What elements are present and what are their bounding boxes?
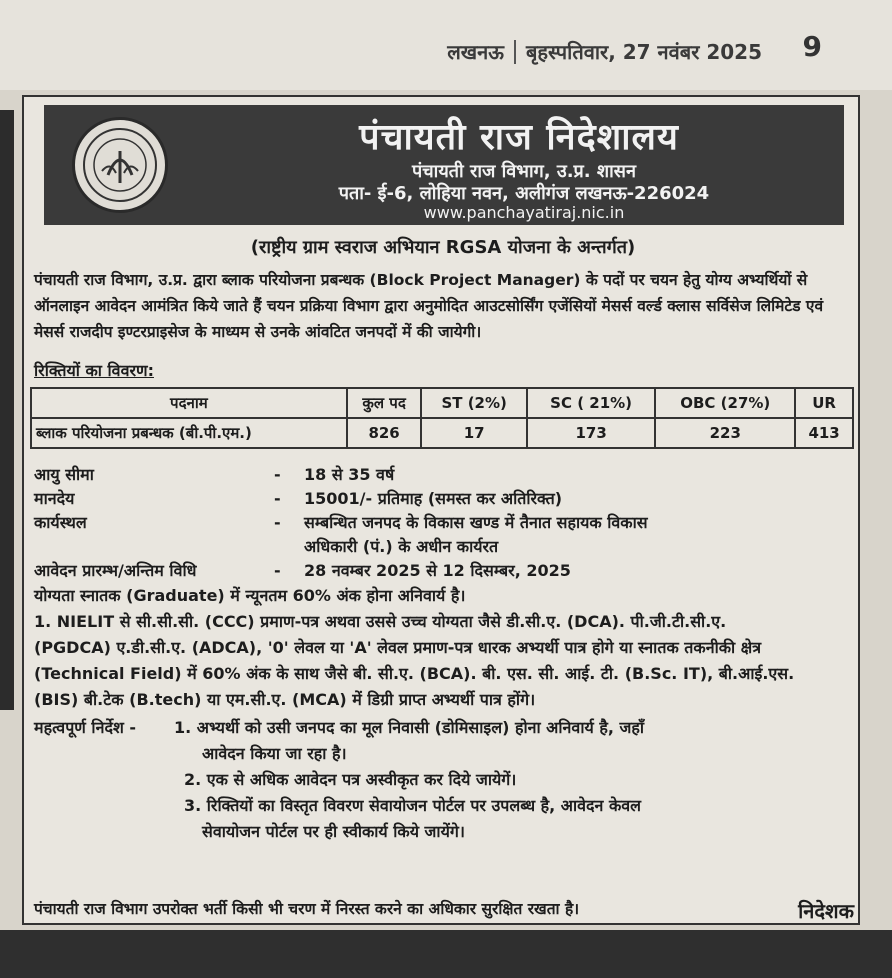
directorate-title: पंचायती राज निदेशालय	[359, 116, 679, 158]
note-3: 3. रिक्तियों का विस्तृत विवरण सेवायोजन पोर्टल पर उपलब्ध है, आवेदन केवल	[184, 796, 642, 815]
age-value: 18 से 35 वर्ष	[304, 465, 395, 484]
header-cell: पदनाम	[31, 388, 347, 418]
table-cell: 17	[421, 418, 526, 448]
publication-date: बृहस्पतिवार, 27 नवंबर 2025	[525, 40, 762, 64]
dash: -	[274, 489, 281, 508]
workplace-value	[304, 511, 854, 559]
table-header-row	[31, 388, 853, 418]
intro-paragraph: पंचायती राज विभाग, उ.प्र. द्वारा ब्लाक परियोजना प्रबन्धक (Block Project Manager) के पदों पर चयन हेतु योग्य अभ्यर्थियों से ऑनलाइन आवेदन आमंत्रित किये जाते हैं चयन प्रक्रिया विभाग द्वारा अनुमोदित आउटसोर्सिंग एजेंसियों मेसर्स वर्ल्ड क्लास सर्विसेज लिमिटेड एवं मेसर्स राजदीप इण्टरप्राइसेज के माध्यम से उनके आंवटित जनपदों में की जायेगी।	[34, 271, 824, 341]
adjacent-column-edge	[0, 110, 14, 710]
table-cell: 223	[655, 418, 795, 448]
eligibility-line: 1. NIELIT से सी.सी.सी. (CCC) प्रमाण-पत्र अथवा उससे उच्च योग्यता जैसे डी.सी.ए. (DCA). पी.जी.टी.सी.ए.	[34, 612, 727, 631]
eligibility-line: (BIS) बी.टेक (B.tech) या एम.सी.ए. (MCA) में डिग्री प्राप्त अभ्यर्थी पात्र होंगे।	[34, 690, 536, 709]
up-state-emblem-icon	[72, 117, 168, 213]
eligibility-line: (Technical Field) में 60% अंक के साथ जैसे बी. सी.ए. (BCA). बी. एस. सी. आई. टी. (B.Sc. IT), बी.आई.एस.	[34, 664, 795, 683]
header-cell: SC ( 21%)	[527, 388, 655, 418]
honorarium-label: मानदेय	[34, 489, 75, 508]
dash: -	[274, 465, 281, 484]
department-name: पंचायती राज विभाग, उ.प्र. शासन	[412, 161, 636, 182]
note-1-continued: आवेदन किया जा रहा है।	[202, 744, 347, 763]
honorarium-row	[34, 487, 854, 511]
header-cell: कुल पद	[347, 388, 422, 418]
eligibility-line: (PGDCA) ए.डी.सी.ए. (ADCA), '0' लेवल या 'A' लेवल प्रमाण-पत्र धारक अभ्यर्थी पात्र होगे या स्नातक तकनीकी क्षेत्र	[34, 638, 762, 657]
newspaper-header	[0, 0, 892, 90]
note-1-text: 1. अभ्यर्थी को उसी जनपद का मूल निवासी (डोमिसाइल) होना अनिवार्य है, जहाँ	[174, 718, 644, 737]
table-cell: 173	[527, 418, 655, 448]
workplace-line-1: सम्बन्धित जनपद के विकास खण्ड में तैनात सहायक विकास	[304, 513, 648, 532]
workplace-line-2: अधिकारी (पं.) के अधीन कार्यरत	[304, 537, 499, 556]
dates-label: आवेदन प्रारम्भ/अन्तिम विधि	[34, 561, 197, 580]
department-banner	[44, 105, 844, 225]
header-cell: OBC (27%)	[655, 388, 795, 418]
vacancy-heading: रिक्तियों का विवरण:	[34, 361, 154, 380]
dash: -	[274, 561, 281, 580]
note-3-continued: सेवायोजन पोर्टल पर ही स्वीकार्य किये जायेंगे।	[202, 822, 465, 841]
note-1	[34, 715, 854, 741]
header-cell: ST (2%)	[421, 388, 526, 418]
website-url: www.panchayatiraj.nic.in	[423, 203, 625, 222]
dates-value: 28 नवम्बर 2025 से 12 दिसम्बर, 2025	[304, 561, 571, 580]
honorarium-value: 15001/- प्रतिमाह (समस्त कर अतिरिक्त)	[304, 489, 563, 508]
note-2: 2. एक से अधिक आवेदन पत्र अस्वीकृत कर दिये जायेगें।	[184, 770, 517, 789]
signatory: निदेशक	[798, 899, 854, 923]
office-address: पता- ई-6, लोहिया नवन, अलीगंज लखनऊ-226024	[338, 183, 710, 204]
scheme-title: (राष्ट्रीय ग्राम स्वराज अभियान RGSA योजना के अन्तर्गत)	[250, 237, 636, 258]
table-row	[31, 418, 853, 448]
notes-heading: महत्वपूर्ण निर्देश -	[34, 718, 137, 737]
dateline	[447, 38, 762, 65]
page-number: 9	[802, 30, 822, 63]
workplace-label: कार्यस्थल	[34, 513, 87, 532]
age-row	[34, 463, 854, 487]
qualification: योग्यता स्नातक (Graduate) में न्यूनतम 60% अंक होना अनिवार्य है।	[34, 586, 466, 605]
important-notes	[34, 715, 854, 845]
table-cell: ब्लाक परियोजना प्रबन्धक (बी.पी.एम.)	[31, 418, 347, 448]
post-details	[34, 463, 854, 845]
age-label: आयु सीमा	[34, 465, 94, 484]
workplace-row	[34, 511, 854, 559]
footer	[34, 897, 854, 924]
rights-reserved-text: पंचायती राज विभाग उपरोक्त भर्ती किसी भी चरण में निरस्त करने का अधिकार सुरक्षित रखता है।	[34, 900, 580, 918]
header-cell: UR	[795, 388, 853, 418]
dates-row	[34, 559, 854, 583]
divider	[514, 40, 516, 64]
table-cell: 826	[347, 418, 422, 448]
next-advertisement-edge	[0, 930, 892, 978]
recruitment-advertisement	[22, 95, 860, 925]
dash: -	[274, 513, 281, 532]
table-cell: 413	[795, 418, 853, 448]
city-name: लखनऊ	[447, 40, 504, 64]
vacancy-table	[30, 387, 854, 449]
